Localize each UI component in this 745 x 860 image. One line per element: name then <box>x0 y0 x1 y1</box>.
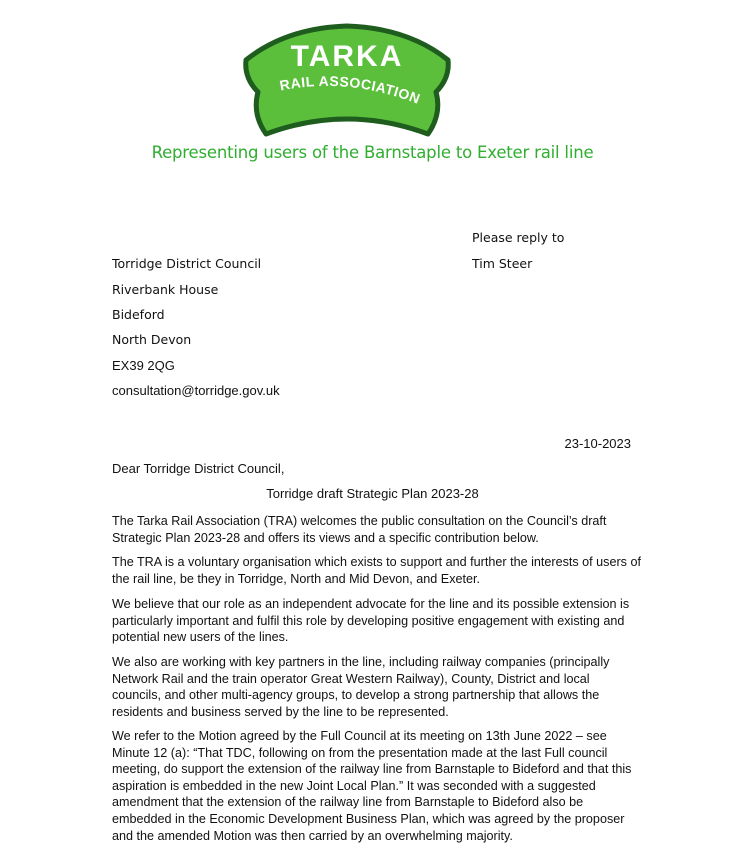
letter-date: 23-10-2023 <box>564 436 631 451</box>
recipient-line: North Devon <box>112 332 192 347</box>
tarka-rail-association-logo <box>236 18 458 142</box>
body-paragraph: We believe that our role as an independent advocate for the line and its possible extension is particularly important and fulfil this role by developing positive engagement with existing and potential new users of the lines. <box>112 597 630 645</box>
logo-subtitle: RAIL ASSOCIATION <box>278 72 423 107</box>
tagline: Representing users of the Barnstaple to Exeter rail line <box>151 143 594 162</box>
recipient-line: Torridge District Council <box>112 256 262 271</box>
letter-subject: Torridge draft Strategic Plan 2023-28 <box>266 486 479 501</box>
recipient-line: EX39 2QG <box>112 358 175 373</box>
recipient-line: Bideford <box>112 307 165 322</box>
reply-label: Please reply to <box>472 230 565 245</box>
body-paragraph: The TRA is a voluntary organisation which exists to support and further the interests of users of the rail line, be they in Torridge, North and Mid Devon, and Exeter. <box>112 555 641 586</box>
body-paragraph: The Tarka Rail Association (TRA) welcomes the public consultation on the Council’s draft Strategic Plan 2023-28 and offers its views and a specific contribution below. <box>112 514 607 545</box>
reply-name: Tim Steer <box>472 256 533 271</box>
recipient-email: consultation@torridge.gov.uk <box>112 383 280 398</box>
body-paragraph: We refer to the Motion agreed by the Full Council at its meeting on 13th June 2022 – see Minute 12 (a): “That TDC, following on from the presentation made at the last Full council meeting, do support the extension of the railway line from Barnstaple to Bideford and that this aspiration is embedded in the new Joint Local Plan.” It was seconded with a suggested amendment that the extension of the railway line from Barnstaple to Bideford also be embedded in the Economic Development Business Plan, which was agreed by the proposer and the amended Motion was then carried by an overwhelming majority. <box>112 729 632 843</box>
recipient-line: Riverbank House <box>112 282 219 297</box>
logo-title: TARKA <box>290 40 404 73</box>
body-paragraph: We also are working with key partners in the line, including railway companies (principally Network Rail and the train operator Great Western Railway), County, District and local councils, and other multi-agency groups, to develop a strong partnership that allows the residents and business served by the line to be represented. <box>112 655 610 719</box>
salutation: Dear Torridge District Council, <box>112 461 285 476</box>
